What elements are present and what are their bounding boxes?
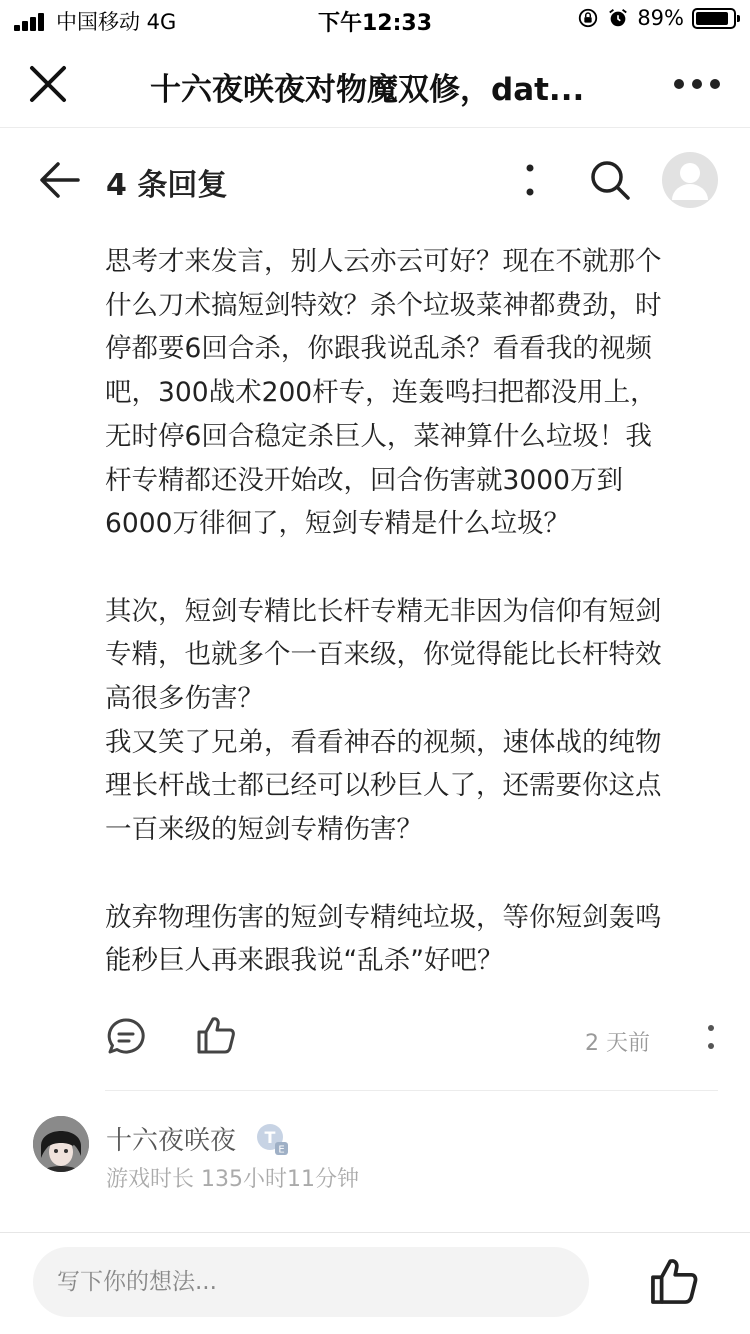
close-icon[interactable] [26,62,70,106]
divider [105,1090,718,1091]
vertical-dots-icon[interactable] [705,1024,717,1050]
reply-paragraph: 思考才来发言，别人云亦云可好？现在不就那个 什么刀术搞短剑特效？杀个垃圾菜神都费劲，时 停都要6回合杀，你跟我说乱杀？看看我的视频 吧，300战术200杆专，连轰鸣扫把都没用上， 无时停6回合稳定杀巨人，菜神算什么垃圾！我 杆专精都还没开始改，回合伤害就3000万到 6000万徘徊了，短剑专精是什么垃圾？ [105,246,662,540]
user-avatar-icon[interactable] [662,152,718,208]
clock: 下午12:33 [317,11,433,36]
rotation-lock-icon [577,7,599,29]
vertical-dots-icon[interactable] [518,158,542,202]
replies-count-title: 4 条回复 [106,168,228,203]
battery-percentage: 89% [637,6,684,30]
search-icon[interactable] [586,156,634,204]
comment-input[interactable] [33,1247,589,1317]
thumbs-up-icon[interactable] [195,1014,237,1056]
svg-text:E: E [278,1144,285,1156]
avatar[interactable] [33,1116,89,1172]
alarm-icon [607,7,629,29]
reply-actions [105,1014,720,1060]
thumbs-up-icon[interactable] [648,1255,700,1307]
reply-paragraph: 其次，短剑专精比长杆专精无非因为信仰有短剑 专精，也就多个一百来级，你觉得能比长杆特效 高很多伤害？ 我又笑了兄弟，看看神吞的视频，速体战的纯物 理长杆战士都已经可以秒巨人了，还需要你这点 一百来级的短剑专精伤害？ [105,595,662,846]
nav-bar [0,40,750,128]
svg-text:T: T [264,1128,276,1147]
level-badge-icon [255,1122,289,1156]
play-time: 游戏时长 135小时11分钟 [106,1167,359,1192]
reply-paragraph: 放弃物理伤害的短剑专精纯垃圾，等你短剑轰鸣 能秒巨人再来跟我说“乱杀”好吧？ [105,901,662,977]
page-title: 十六夜咲夜对物魔双修，dat... [150,72,585,108]
reply-timestamp: 2 天前 [585,1031,650,1056]
replies-header [0,130,750,230]
status-bar [0,0,750,40]
more-icon[interactable] [672,70,722,98]
battery-icon [692,8,736,29]
back-arrow-icon[interactable] [36,158,84,202]
comment-icon[interactable] [105,1016,147,1058]
comment-bar [0,1232,750,1334]
carrier-label: 中国移动 4G [56,10,177,34]
reply-content [105,240,715,1027]
reply-author-name[interactable]: 十六夜咲夜 [106,1126,237,1156]
